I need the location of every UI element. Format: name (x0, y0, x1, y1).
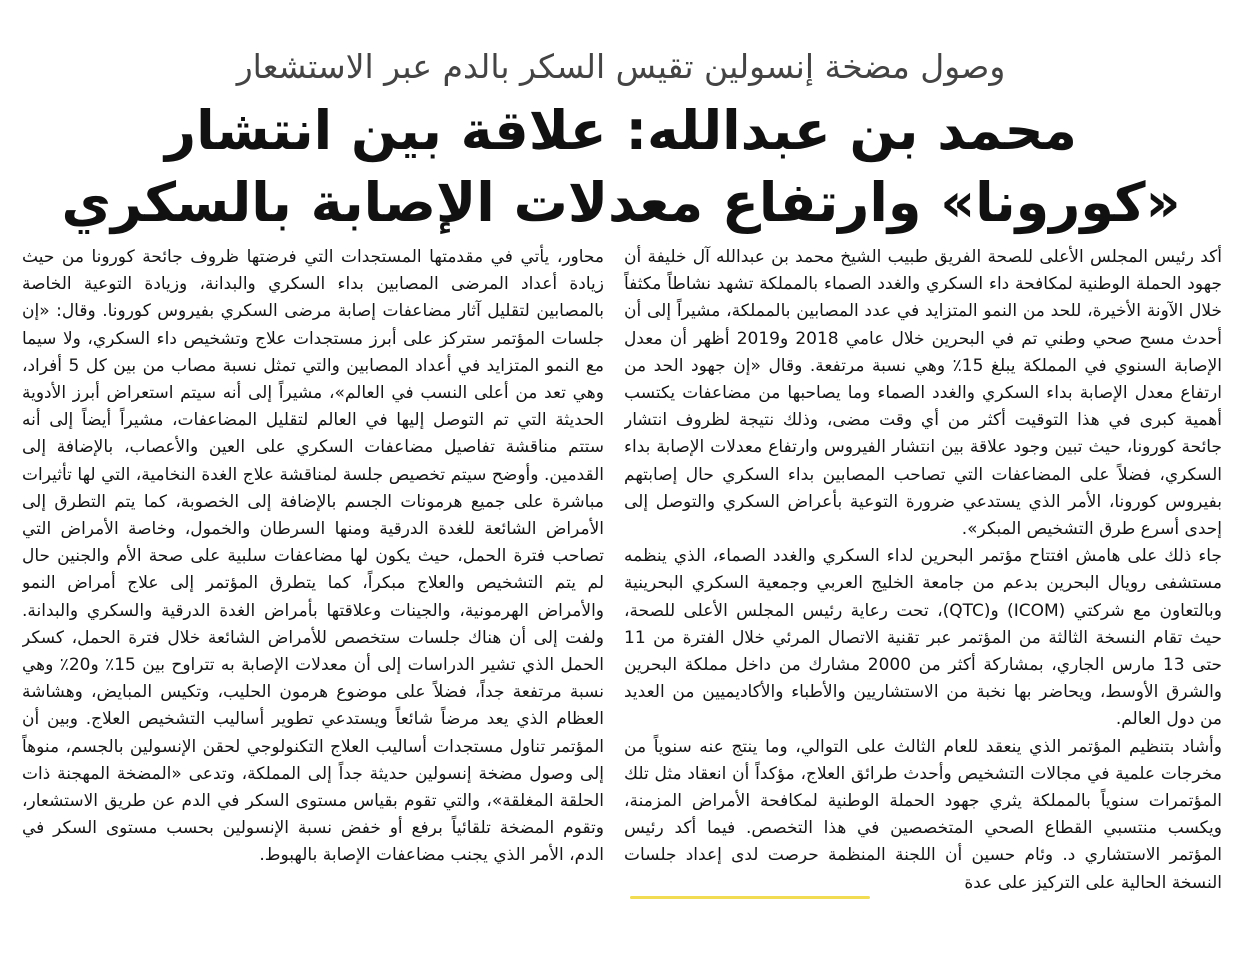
article-column-right (624, 244, 1222, 960)
article-column-left (22, 244, 604, 960)
article-paragraph: أكد رئيس المجلس الأعلى للصحة الفريق طبيب الشيخ محمد بن عبدالله آل خليفة أن جهود الحملة الوطنية لمكافحة داء السكري والغدد الصماء بالمملكة تشهد نشاطاً مكثفاً خلال الآونة الأخيرة، للحد من النمو المتزايد في عدد المصابين بالمملكة، مشيراً إلى أن أحدث مسح صحي وطني تم في البحرين خلال عامي 2018 و2019 أظهر أن معدل الإصابة السنوي في المملكة يبلغ 15٪ وهي نسبة مرتفعة. وقال «إن جهود الحد من ارتفاع معدل الإصابة بداء السكري والغدد الصماء وما يصاحبها من مضاعفات يكتسب أهمية كبرى في هذا التوقيت أكثر من أي وقت مضى، وذلك نتيجة لظروف انتشار جائحة كورونا، حيث تبين وجود علاقة بين انتشار الفيروس وارتفاع معدلات الإصابة بداء السكري، فضلاً على المضاعفات التي تصاحب المصابين بداء السكري حال إصابتهم بفيروس كورونا، الأمر الذي يستدعي ضرورة التوعية بأعراض السكري والتوصل إلى إحدى أسرع طرق التشخيص المبكر». (624, 247, 1222, 540)
article-headline-line-1: محمد بن عبدالله: علاقة بين انتشار (165, 99, 1077, 162)
article-paragraph: محاور، يأتي في مقدمتها المستجدات التي فرضتها ظروف جائحة كورونا من حيث زيادة أعداد المرضى المصابين بداء السكري والبدانة، وزيادة التوعية الخاصة بالمصابين لتقليل آثار مضاعفات إصابة مرضى السكري بفيروس كورونا. وقال: «إن جلسات المؤتمر ستركز على أبرز مستجدات علاج وتشخيص داء السكري، ولا سيما مع النمو المتزايد في أعداد المصابين والتي تمثل نسبة مصاب من بين كل 5 أفراد، وهي تعد من أعلى النسب في العالم»، مشيراً إلى أنه سيتم استعراض أبرز الأدوية الحديثة التي تم التوصل إليها في العالم لتقليل المضاعفات، مشيراً أيضاً إلى أنه ستتم مناقشة تفاصيل مضاعفات السكري على العين والأعصاب، بالإضافة إلى القدمين. وأوضح سيتم تخصيص جلسة لمناقشة علاج الغدة النخامية، التي لها تأثيرات مباشرة على جميع هرمونات الجسم بالإضافة إلى الخصوبة، كما يتم التطرق إلى الأمراض الشائعة للغدة الدرقية ومنها السرطان والخمول، وخاصة الأمراض التي تصاحب فترة الحمل، حيث يكون لها مضاعفات سلبية على صحة الأم والجنين حال لم يتم التشخيص والعلاج مبكراً، كما يتطرق المؤتمر إلى علاج أمراض النمو والأمراض الهرمونية، والجينات وعلاقتها بأمراض الغدة الدرقية والسكري والبدانة. ولفت إلى أن هناك جلسات ستخصص للأمراض الشائعة خلال فترة الحمل، كسكر الحمل الذي تشير الدراسات إلى أن معدلات الإصابة به تتراوح بين 15٪ و20٪ وهي نسبة مرتفعة جداً، فضلاً على موضوع هرمون الحليب، وتكيس المبايض، وهشاشة العظام الذي يعد مرضاً شائعاً ويستدعي تطوير أساليب التشخيص العلاج. وبين أن المؤتمر تناول مستجدات أساليب العلاج التكنولوجي لحقن الإنسولين بالجسم، منوهاً إلى وصول مضخة إنسولين حديثة جداً إلى المملكة، وتدعى «المضخة المهجنة ذات الحلقة المغلقة»، والتي تقوم بقياس مستوى السكر في الدم عن طريق الاستشعار، وتقوم المضخة تلقائياً برفع أو خفض نسبة الإنسولين بحسب مستوى السكر في الدم، الأمر الذي يجنب مضاعفات الإصابة بالهبوط. (22, 247, 604, 866)
highlighter-underline (630, 896, 870, 899)
article-paragraph: جاء ذلك على هامش افتتاح مؤتمر البحرين لداء السكري والغدد الصماء، الذي ينظمه مستشفى رويال البحرين بدعم من جامعة الخليج العربي وجمعية السكري البحرينية وبالتعاون مع شركتي (ICOM) و(QTC)، تحت رعاية رئيس المجلس الأعلى للصحة، حيث تقام النسخة الثالثة من المؤتمر عبر تقنية الاتصال المرئي خلال الفترة من 11 حتى 13 مارس الجاري، بمشاركة أكثر من 2000 مشارك من داخل مملكة البحرين والشرق الأوسط، ويحاضر بها نخبة من الاستشاريين والأطباء والأكاديميين من العديد من دول العالم. (624, 546, 1222, 730)
article-kicker: وصول مضخة إنسولين تقيس السكر بالدم عبر الاستشعار (236, 47, 1006, 86)
article-headline-line-2: «كورونا» وارتفاع معدلات الإصابة بالسكري (61, 171, 1181, 234)
article-paragraph: وأشاد بتنظيم المؤتمر الذي ينعقد للعام الثالث على التوالي، وما ينتج عنه سنوياً من مخرجات علمية في مجالات التشخيص وأحدث طرائق العلاج، مؤكداً أن انعقاد مثل تلك المؤتمرات سنوياً بالمملكة يثري جهود الحملة الوطنية لمكافحة الأمراض المزمنة، ويكسب منتسبي القطاع الصحي المتخصصين في هذا التخصص. فيما أكد رئيس المؤتمر الاستشاري د. وئام حسين أن اللجنة المنظمة حرصت لدى إعداد جلسات النسخة الحالية على التركيز على عدة (624, 736, 1222, 893)
